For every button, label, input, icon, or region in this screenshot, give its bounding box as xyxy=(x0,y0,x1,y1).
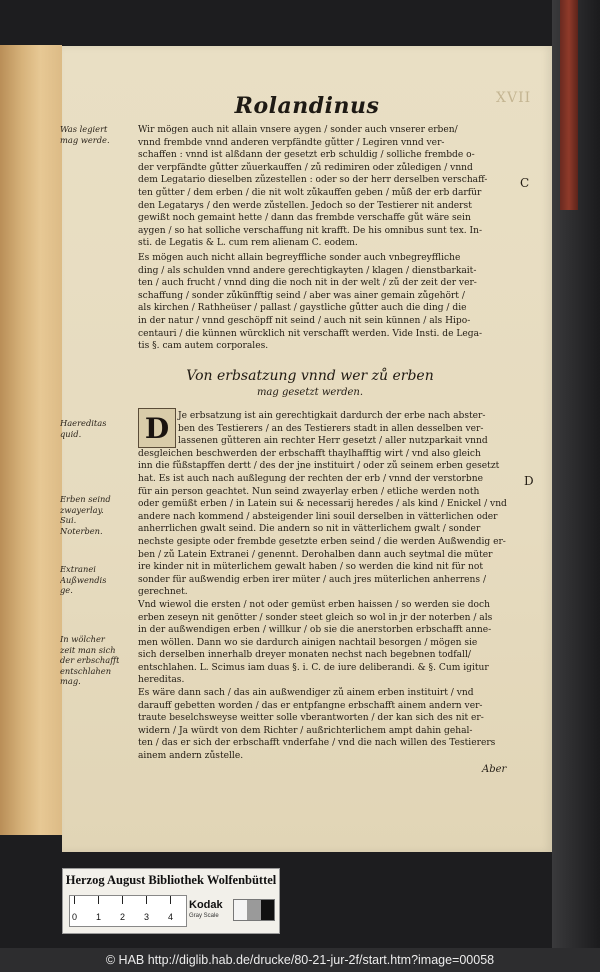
kodak-label: Kodak xyxy=(189,899,223,911)
margin-note-legiert: Was legiert mag werde. xyxy=(60,124,110,145)
catchword: Aber xyxy=(482,764,507,775)
ruler-tick xyxy=(74,896,75,904)
swatch-gray xyxy=(247,900,260,920)
ruler-tick xyxy=(170,896,171,904)
margin-note-extranei: Extranei Außwendis ge. xyxy=(60,564,107,595)
paragraph-res-incorporales: Es mögen auch nicht allain begreyffliche sonder auch vnbegreyffliche ding / als schulden vnnd andere gerechtigkayten / klagen / dienstbarkait- ten / auch frucht / vnnd ding die noch nit in der welt / zů der zeit der ver- schaffung / sonder zůkünfftig seind / aber was ainer gemain zůgehört / als kirchen / Rathheüser / pallast / gaystliche gůtter auch die ding / die in der natur / vnnd geschöpff nit seind / auch nit sein künnen / als Hipo- centauri / die künnen würcklich nit verschafft werden. Vide Insti. de Lega- tis §. cam autem corporales. xyxy=(138,253,483,352)
ruler-number: 0 xyxy=(72,912,78,922)
book-page xyxy=(62,46,552,852)
c-mark: C xyxy=(520,176,530,190)
ruler-number: 1 xyxy=(96,912,102,922)
ruler-number: 3 xyxy=(144,912,150,922)
binding-strip xyxy=(560,0,578,210)
d-mark: D xyxy=(524,474,534,488)
copyright-footer xyxy=(0,948,600,972)
gray-scale-label: Gray Scale xyxy=(189,913,219,919)
ruler-number: 4 xyxy=(168,912,174,922)
swatch-black xyxy=(261,900,274,920)
section-title: Von erbsatzung vnnd wer zů erben xyxy=(186,368,434,384)
page-edge-left xyxy=(0,45,62,835)
paragraph-legata: Wir mögen auch nit allain vnsere aygen / sonder auch vnserer erben/ vnnd frembde vnnd anderen verpfändte gůtter / Legiren vnnd ver- schaffen : vnnd ist alßdann der gesetzt erb schuldig / solliche frembde o- der verpfändte gůtter zůuerkauffen / zů redimiren oder zůledigen / vnnd dem Legatario dieselben zůzestellen : oder so der herr derselben verschaff- ten gůtter / dem erben / die nit wolt zůkauffen geben / můß der erb darfür den Legatarys / den werde zůstellen. Jedoch so der Testierer nit anderst gewißt noch gemaint hette / dann das frembde verschaffe gůt wäre sein aygen / so hat solliche verschaffung nit krafft. De his omnibus sunt tex. In- sti. de Legatis & L. cum rem alienam C. eodem. xyxy=(138,125,488,249)
ruler-tick xyxy=(98,896,99,904)
margin-note-zeit: In wölcher zeit man sich der erbschafft entschlahen mag. xyxy=(60,634,120,686)
margin-note-erben: Erben seind zwayerlay. Sui. Noterben. xyxy=(60,494,111,536)
initial-letter: D xyxy=(138,408,176,448)
corner-mark: XVII xyxy=(496,90,532,106)
swatch-white xyxy=(234,900,247,920)
ruler-tick xyxy=(146,896,147,904)
library-color-card xyxy=(62,868,280,934)
library-name: Herzog August Bibliothek Wolfenbüttel xyxy=(65,873,277,887)
running-head: Rolandinus xyxy=(234,93,380,119)
margin-note-haereditas: Haereditas quid. xyxy=(60,418,107,439)
section-subtitle: mag gesetzt werden. xyxy=(256,387,364,398)
footer-text: © HAB http://diglib.hab.de/drucke/80-21-jur-2f/start.htm?image=00058 xyxy=(105,953,495,967)
ruler-tick xyxy=(122,896,123,904)
gray-swatches xyxy=(233,899,275,921)
ruler-number: 2 xyxy=(120,912,126,922)
paragraph-erbsatzung: Je erbsatzung ist ain gerechtigkait dardurch der erbe nach abster- ben des Testierers / an des Testierers stadt in allen desselben ver- lassenen gůtteren ain rechter Herr gesetzt / aller nutzparkait vnnd desgleichen beschwerden der erbschafft thaylhafftig wirt / vnd also gleich inn die fůßstapffen dertt / des der jne instituirt / oder zů seinem erben gesetzt hat. Es ist auch nach außlegung der rechten der erb / vnnd der verstorbne für ain person geachtet. Nun seind zwayerlay erben / etliche werden noth oder gemüßt erben / in Latein sui & necessarij heredes / als kind / Enickel / vnd andere nach kommend / absteigender lini souil derselben in vätterlichen oder anherrlichen gwalt seind. Die andern so nit in vätterlichem gwalt / sonder nechste gesipte oder frembde gesetzte erben seind / die werden Außwendig er- ben / zů Latein Extranei / genennt. Derohalben dann auch seytmal die müter ire kinder nit in müterlichem gewalt haben / so werden die kind nit für not sonder für außwendig erben irer müter / auch jres müterlichen anherrens / gerechnet. Vnd wiewol die ersten / not oder gemüst erben haissen / so werden sie doch erben zeseyn nit genötter / sonder steet gleich so wol in jr der noterben / als in der außwendigen erben / willkur / ob sie die anerstorben erbschafft anne- men wöllen. Dann wo sie dardurch ainigen nachtail besorgen / mögen sie sich derselben innerhalb dreyer monaten nechst nach begebnen todfall/ entschlahen. L. Scimus iam duas §. i. C. de iure deliberandi. & §. Cum igitur hereditas. Es wäre dann sach / das ain außwendiger zů ainem erben instituirt / vnd darauff gebetten worden / das er entpfangne erbschafft ainem andern ver- traute beselchsweyse weitter solle vberantworten / der kan sich des nit er- widern / Ja würdt von dem Richter / außrichterlichem ampt dahin gehal- ten / das er sich der erbschafft vnderfahe / vnd die nach willen des Testierers ainem andern zůstelle. xyxy=(138,411,507,762)
scale-ruler xyxy=(69,895,187,927)
